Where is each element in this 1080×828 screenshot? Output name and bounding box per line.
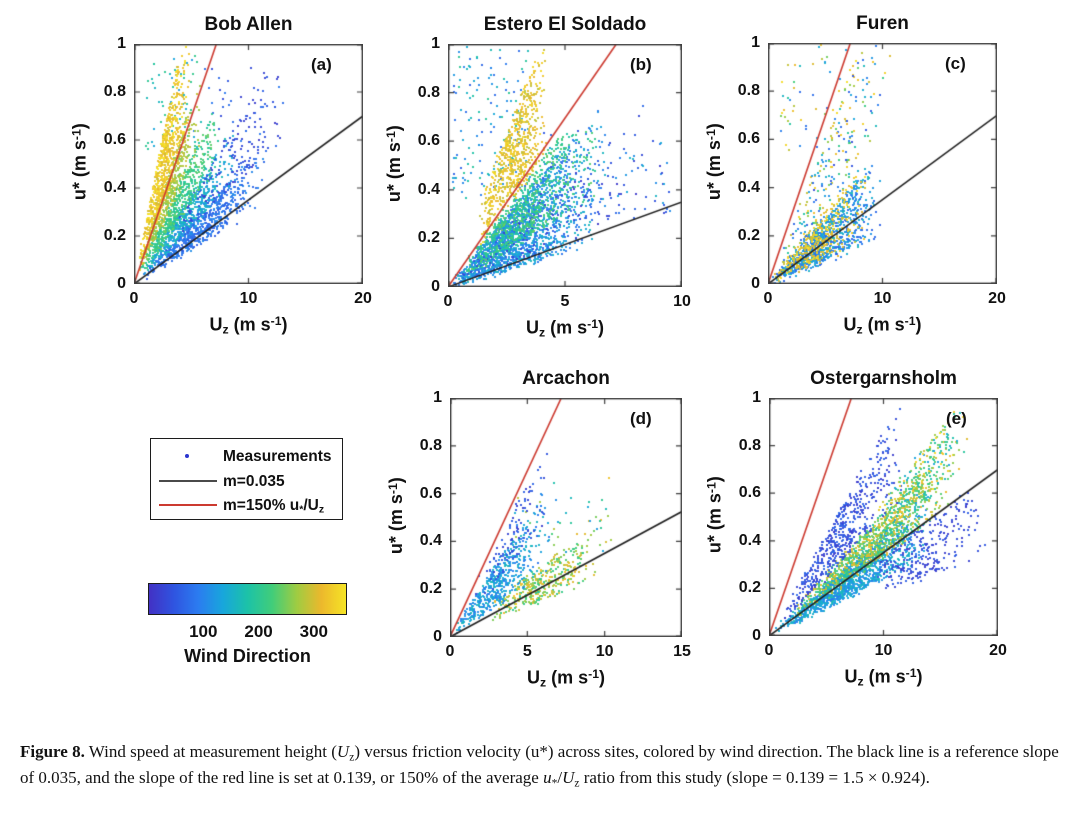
legend-item-3 xyxy=(151,494,342,518)
y-tick-label: 1 xyxy=(752,389,761,406)
x-tick-label: 5 xyxy=(560,293,570,310)
x-tick-label: 0 xyxy=(443,293,453,310)
y-tick-label: 0.4 xyxy=(737,178,760,196)
y-tick-label: 0.6 xyxy=(737,130,760,148)
y-tick-label: 0 xyxy=(752,627,761,644)
dot-marker-icon xyxy=(185,454,189,458)
legend-item-2 xyxy=(151,470,342,494)
y-tick-label: 0.8 xyxy=(737,82,760,100)
x-axis-label: Uz (m $s^{-1}$) xyxy=(843,314,922,337)
y-tick-label: 1 xyxy=(431,35,440,52)
x-axis-label: Uz (m $s^{-1}$) xyxy=(209,314,288,337)
x-tick-label: 20 xyxy=(354,290,372,307)
x-tick-label: 5 xyxy=(522,643,532,660)
y-tick-label: 0.2 xyxy=(419,580,442,598)
y-axis-label: u* (m $s^{-1}$) xyxy=(704,476,725,554)
line-marker-icon xyxy=(159,480,217,482)
colorbar xyxy=(148,583,347,666)
x-tick-label: 0 xyxy=(129,290,139,307)
x-tick-label: 0 xyxy=(764,642,774,659)
plot-title-1: Bob Allen xyxy=(204,14,293,35)
y-tick-label: 0.4 xyxy=(419,532,442,550)
plot-canvas-1 xyxy=(134,44,363,284)
y-tick-label: 0.2 xyxy=(417,229,440,247)
plot-title-5: Ostergarnsholm xyxy=(810,368,957,389)
x-tick-label: 20 xyxy=(988,290,1006,307)
y-tick-label: 0.6 xyxy=(738,484,761,502)
panel-label-b: (b) xyxy=(630,55,652,74)
black-line-swatch xyxy=(159,470,217,494)
y-axis-label: u* (m $s^{-1}$) xyxy=(385,476,406,554)
legend-item-label: Measurements xyxy=(223,448,332,465)
x-tick-label: 10 xyxy=(239,290,258,307)
plot-canvas-5 xyxy=(769,398,998,636)
plot-title-4: Arcachon xyxy=(522,368,610,389)
x-axis-label: Uz (m $s^{-1}$) xyxy=(526,667,606,690)
x-axis-label: Uz (m $s^{-1}$) xyxy=(525,317,605,340)
colorbar-gradient xyxy=(148,583,347,615)
colorbar-tick-label: 300 xyxy=(299,622,329,641)
x-tick-label: 0 xyxy=(763,290,773,307)
x-tick-label: 0 xyxy=(445,643,455,660)
y-tick-label: 1 xyxy=(751,34,760,51)
x-tick-label: 20 xyxy=(989,642,1007,659)
y-tick-label: 0.8 xyxy=(419,436,442,454)
y-tick-label: 0.6 xyxy=(419,484,442,502)
plot-canvas-4 xyxy=(450,398,682,637)
line-marker-icon xyxy=(159,504,217,506)
x-tick-label: 10 xyxy=(873,290,892,307)
y-tick-label: 0.4 xyxy=(103,179,126,196)
y-tick-label: 0.2 xyxy=(738,579,761,597)
plot-title-2: Estero El Soldado xyxy=(483,14,647,35)
colorbar-tick-label: 100 xyxy=(189,622,218,641)
x-tick-label: 15 xyxy=(673,643,691,660)
x-tick-label: 10 xyxy=(673,293,691,310)
legend-item-label: m=0.035 xyxy=(223,473,285,490)
y-tick-label: 0.8 xyxy=(738,436,761,454)
y-tick-label: 1 xyxy=(117,35,126,52)
y-tick-label: 0 xyxy=(433,628,442,645)
legend xyxy=(150,438,343,520)
y-axis-label: u* (m $s^{-1}$) xyxy=(703,122,724,200)
panel-label-c: (c) xyxy=(945,54,966,73)
y-tick-label: 0.2 xyxy=(737,226,760,244)
y-tick-label: 0 xyxy=(431,278,440,295)
y-axis-label: u* (m $s^{-1}$) xyxy=(69,123,90,201)
y-tick-label: 0.8 xyxy=(417,83,440,101)
red-line-swatch xyxy=(159,494,217,518)
y-tick-label: 0.8 xyxy=(103,83,126,100)
y-tick-label: 0 xyxy=(751,275,760,292)
plot-canvas-2 xyxy=(448,44,682,287)
y-axis-label: u* (m $s^{-1}$) xyxy=(383,124,404,202)
x-axis-label: Uz (m $s^{-1}$) xyxy=(844,666,923,689)
legend-item-1 xyxy=(151,445,342,469)
panel-label-e: (e) xyxy=(946,409,967,428)
y-tick-label: 1 xyxy=(433,389,442,406)
y-tick-label: 0.4 xyxy=(738,531,761,549)
panel-label-d: (d) xyxy=(630,409,652,428)
colorbar-tick-label: 200 xyxy=(244,622,273,641)
x-tick-label: 10 xyxy=(874,642,893,659)
plot-canvas-3 xyxy=(768,43,997,284)
y-tick-label: 0.6 xyxy=(417,132,440,150)
plot-title-3: Furen xyxy=(856,13,909,34)
colorbar-label: Wind Direction xyxy=(184,646,311,666)
y-tick-label: 0.2 xyxy=(103,227,126,244)
y-tick-label: 0 xyxy=(117,275,126,292)
measurements-dot-icon xyxy=(159,445,217,469)
x-tick-label: 10 xyxy=(595,643,614,660)
y-tick-label: 0.4 xyxy=(417,180,440,198)
figure-caption: Figure 8. Wind speed at measurement height $(U_z)$ versus friction velocity (u*) across sites, colored by wind direction. The black line is a reference slope of 0.035, and the slope of the red line is set at 0.139, or 150% of the average $u_*/U_z$ ratio from this study (slope = 0.139 = 1.5 × 0.924). xyxy=(20,742,1059,791)
legend-item-label: m=150% u*/Uz xyxy=(223,497,325,516)
y-tick-label: 0.6 xyxy=(103,131,126,148)
panel-label-a: (a) xyxy=(311,55,332,74)
